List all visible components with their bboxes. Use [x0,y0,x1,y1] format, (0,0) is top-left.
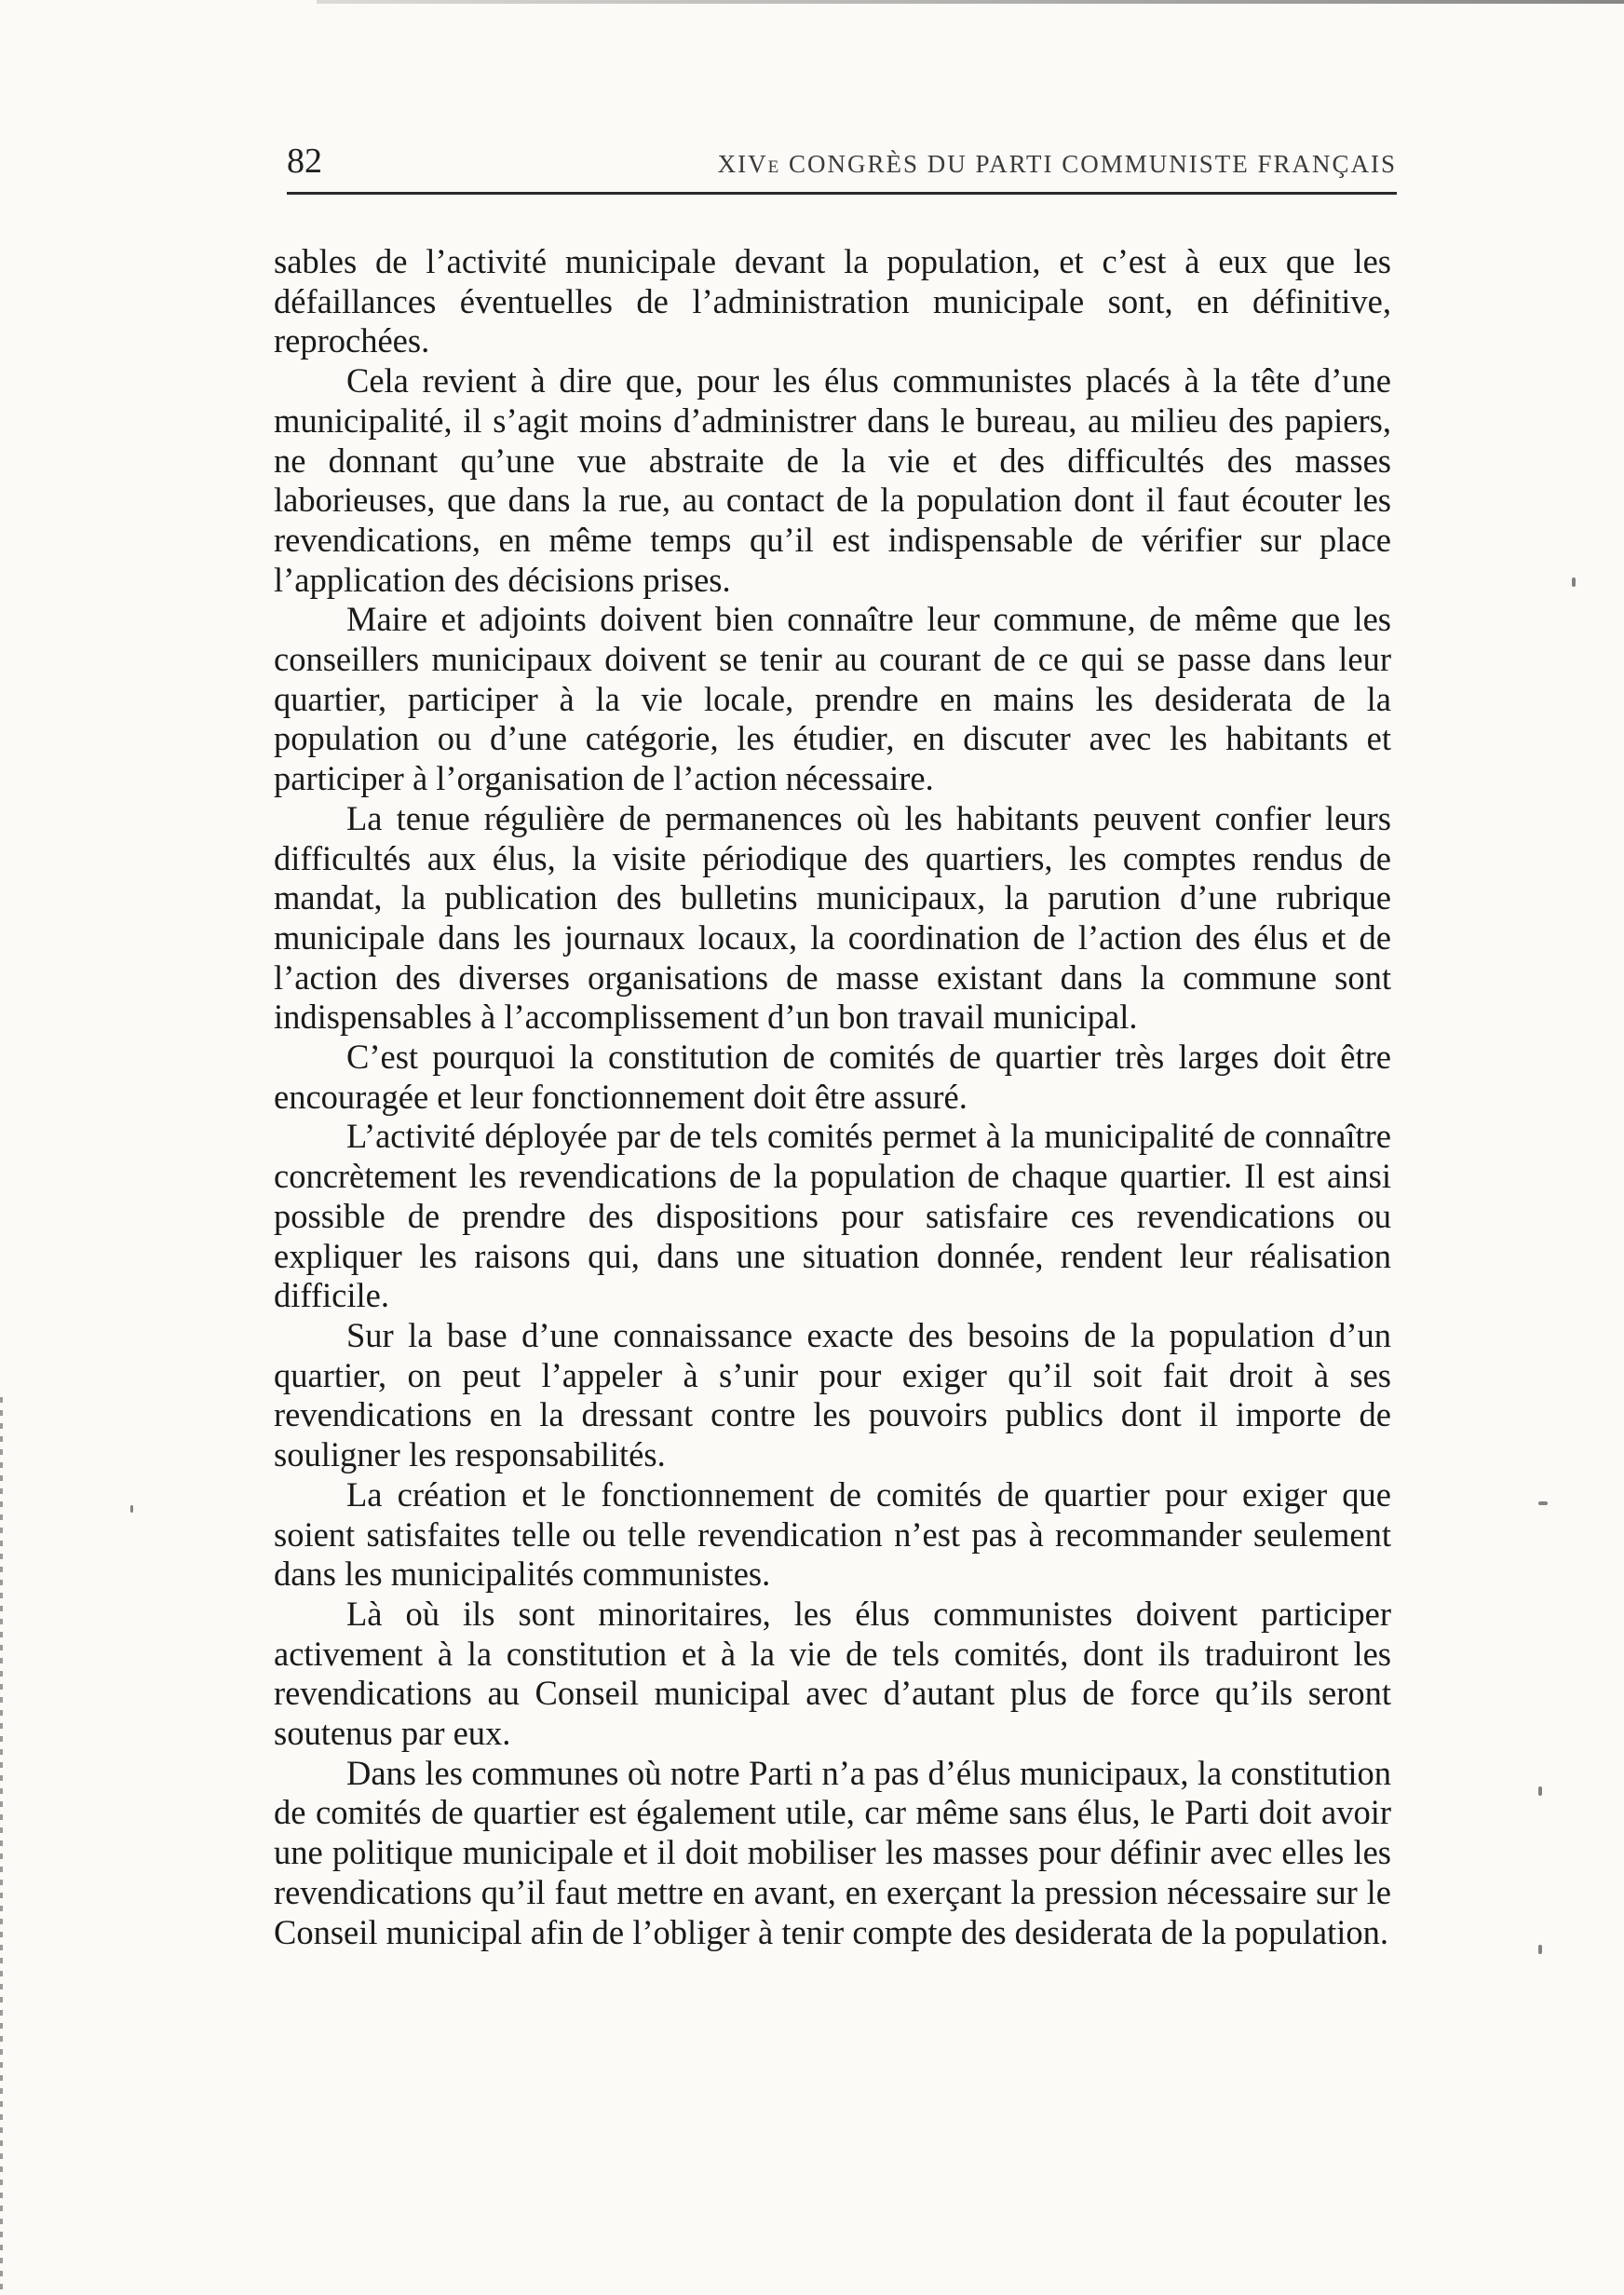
paragraph: C’est pourquoi la constitution de comités de quartier très larges doit être encouragée et leur fonctionnement doit être assuré. [274,1038,1391,1116]
page-number: 82 [287,142,322,181]
page-header [287,140,1397,195]
paragraph: La tenue régulière de permanences où les habitants peuvent confier leurs difficultés aux élus, la visite périodique des quartiers, les comptes rendus de mandat, la publication des bulletins municipaux, la parution d’une rubrique municipale dans les journaux locaux, la coordination de l’action des élus et de l’action des diverses organisations de masse existant dans la commune sont indispensables à l’accomplissement d’un bon travail municipal. [274,798,1391,1037]
paragraph: sables de l’activité municipale devant la population, et c’est à eux que les défaillances éventuelles de l’administration municipale sont, en définitive, reprochées. [274,242,1391,360]
binding-edge [0,1397,3,2295]
paragraph: Sur la base d’une connaissance exacte des besoins de la population d’un quartier, on peut l’appeler à s’unir pour exiger qu’il soit fait droit à ses revendications en la dressant contre les pouvoirs publics dont il importe de souligner les responsabilités. [274,1315,1391,1474]
paragraph: Là où ils sont minoritaires, les élus communistes doivent participer activement à la constitution et à la vie de tels comités, dont ils traduiront les revendications au Conseil municipal avec d’autant plus de force qu’ils seront soutenus par eux. [274,1594,1391,1753]
scan-speck [130,1505,133,1513]
paragraph: Maire et adjoints doivent bien connaître leur commune, de même que les conseillers municipaux doivent se tenir au courant de ce qui se passe dans leur quartier, participer à la vie locale, prendre en mains les desiderata de la population ou d’une catégorie, les étudier, en discuter avec les habitants et participer à l’organisation de l’action nécessaire. [274,600,1391,798]
scan-edge-shadow [317,0,1624,4]
paragraph: La création et le fonctionnement de comités de quartier pour exiger que soient satisfaites telle ou telle revendication n’est pas à recommander seulement dans les municipalités communistes. [274,1474,1391,1594]
body-text [274,242,1391,1952]
scan-speck [1538,1945,1542,1954]
scan-speck [1538,1786,1542,1796]
scan-speck [1538,1501,1548,1505]
paragraph: L’activité déployée par de tels comités permet à la municipalité de connaître concrètement les revendications de la population de chaque quartier. Il est ainsi possible de prendre des dispositions pour satisfaire ces revendications ou expliquer les raisons qui, dans une situation donnée, rendent leur réalisation difficile. [274,1117,1391,1315]
scan-speck [1572,577,1576,587]
paragraph: Dans les communes où notre Parti n’a pas d’élus municipaux, la constitution de comités de quartier est également utile, car même sans élus, le Parti doit avoir une politique municipale et il doit mobiliser les masses pour définir avec elles les revendications qu’il faut mettre en avant, en exerçant la pression nécessaire sur le Conseil municipal afin de l’obliger à tenir compte des desiderata de la population. [274,1753,1391,1951]
running-head: XIVe CONGRÈS DU PARTI COMMUNISTE FRANÇAIS [717,150,1397,178]
paragraph: Cela revient à dire que, pour les élus communistes placés à la tête d’une municipalité, il s’agit moins d’administrer dans le bureau, au milieu des papiers, ne donnant qu’une vue abstraite de la vie et des difficultés des masses laborieuses, que dans la rue, au contact de la population dont il faut écouter les revendications, en même temps qu’il est indispensable de vérifier sur place l’application des décisions prises. [274,361,1391,599]
